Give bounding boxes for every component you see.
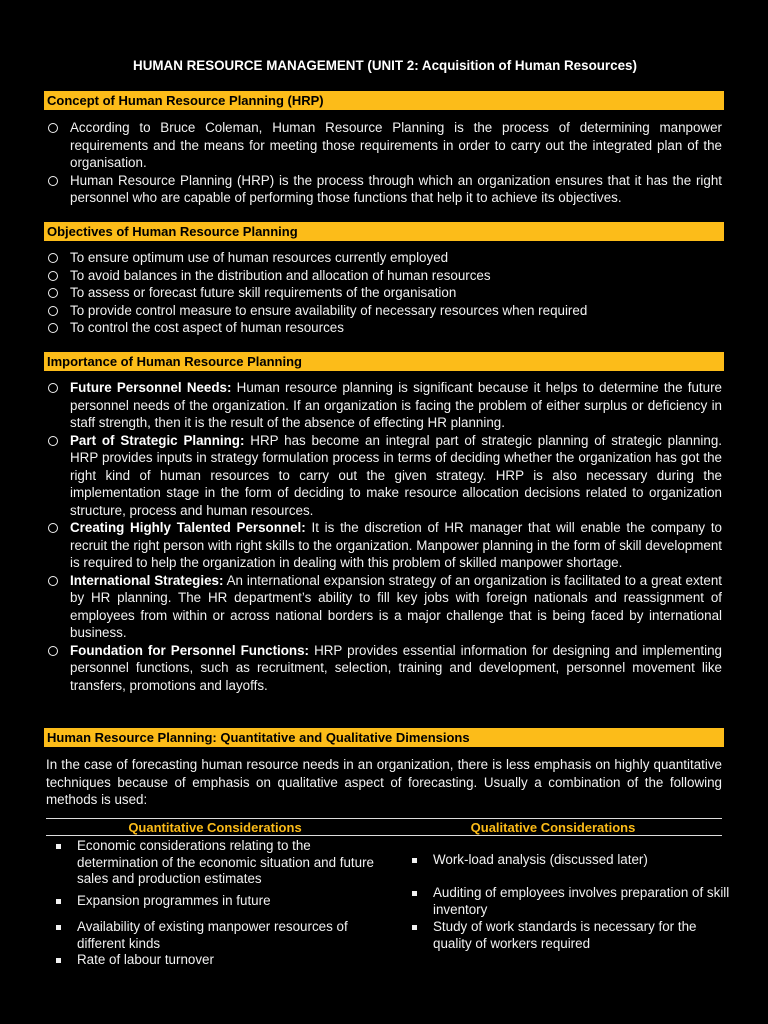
circle-bullet-icon — [48, 646, 58, 656]
dimensions-intro: In the case of forecasting human resource needs in an organization, there is less emphasis on highly quantitative techniques because of emphasis on qualitative aspect of forecasting. Usually a combination of the following methods is used: — [46, 757, 722, 807]
list-item: Human Resource Planning (HRP) is the process through which an organization ensures that it has the right personnel who are capable of performing those functions that help it to achieve its objectives. — [46, 172, 722, 207]
circle-bullet-icon — [48, 306, 58, 316]
list-item: To assess or forecast future skill requirements of the organisation — [46, 284, 722, 302]
list-item: To avoid balances in the distribution and allocation of human resources — [46, 267, 722, 285]
header-quantitative: Quantitative Considerations — [128, 820, 302, 835]
list-item: Future Personnel Needs: Human resource planning is significant because it helps to determine the future personnel needs of the organization. If an organization is facing the problem of either surplus or deficiency in staff strength, then it is the result of the absence of effecting HR planning. — [46, 379, 722, 432]
importance-list — [46, 379, 722, 694]
circle-bullet-icon — [48, 523, 58, 533]
circle-bullet-icon — [48, 271, 58, 281]
circle-bullet-icon — [48, 383, 58, 393]
list-item: According to Bruce Coleman, Human Resource Planning is the process of determining manpower requirements and the means for meeting those requirements in order to carry out the integrated plan of the organisation. — [46, 119, 722, 172]
square-bullet-icon — [56, 844, 61, 849]
list-item: Availability of existing manpower resources of different kinds — [46, 919, 376, 952]
list-item: International Strategies: An international expansion strategy of an organization is facilitated to a great extent by HR planning. The HR department’s ability to fill key jobs with foreign nationals and reassignment of employees from within or across national borders is a major challenge that is being faced by international business. — [46, 572, 722, 642]
list-item: Expansion programmes in future — [46, 893, 376, 910]
circle-bullet-icon — [48, 288, 58, 298]
square-bullet-icon — [56, 899, 61, 904]
header-qualitative: Qualitative Considerations — [470, 820, 636, 835]
list-item: Economic considerations relating to the determination of the economic situation and future sales and production estimates — [46, 838, 376, 888]
circle-bullet-icon — [48, 253, 58, 263]
circle-bullet-icon — [48, 176, 58, 186]
circle-bullet-icon — [48, 323, 58, 333]
section-heading-objectives: Objectives of Human Resource Planning — [44, 222, 724, 241]
considerations-table — [46, 818, 730, 967]
list-item: Work-load analysis (discussed later) — [402, 852, 732, 869]
list-item: Rate of labour turnover — [46, 952, 376, 969]
section-heading-dimensions: Human Resource Planning: Quantitative and Qualitative Dimensions — [44, 728, 724, 747]
list-item: Creating Highly Talented Personnel: It is the discretion of HR manager that will enable the company to recruit the right person with right skills to the organization. Manpower planning in the form of skill development is required to help the organization in dealing with this problem of skilled manpower shortage. — [46, 519, 722, 572]
list-item: Foundation for Personnel Functions: HRP provides essential information for designing and implementing personnel functions, such as recruitment, selection, training and development, personnel movement like transfers, promotions and layoffs. — [46, 642, 722, 695]
table-header — [46, 818, 722, 836]
section-heading-concept: Concept of Human Resource Planning (HRP) — [44, 91, 724, 110]
square-bullet-icon — [56, 925, 61, 930]
circle-bullet-icon — [48, 436, 58, 446]
list-item: To ensure optimum use of human resources currently employed — [46, 249, 722, 267]
list-item: Auditing of employees involves preparation of skill inventory — [402, 885, 732, 918]
objectives-list — [46, 249, 722, 337]
square-bullet-icon — [56, 958, 61, 963]
list-item: To provide control measure to ensure availability of necessary resources when required — [46, 302, 722, 320]
circle-bullet-icon — [48, 123, 58, 133]
list-item: Study of work standards is necessary for the quality of workers required — [402, 919, 732, 952]
concept-list — [46, 119, 722, 207]
square-bullet-icon — [412, 858, 417, 863]
section-heading-importance: Importance of Human Resource Planning — [44, 352, 724, 371]
square-bullet-icon — [412, 891, 417, 896]
list-item: Part of Strategic Planning: HRP has become an integral part of strategic planning of strategic planning. HRP provides inputs in strategy formulation process in terms of deciding whether the organization has got the right kind of human resources to carry out the given strategy. HRP is also necessary during the implementation stage in the form of deciding to make resource allocation decisions related to organization structure, process and human resources. — [46, 432, 722, 520]
square-bullet-icon — [412, 925, 417, 930]
circle-bullet-icon — [48, 576, 58, 586]
list-item: To control the cost aspect of human resources — [46, 319, 722, 337]
page-title: HUMAN RESOURCE MANAGEMENT (UNIT 2: Acquisition of Human Resources) — [133, 58, 637, 73]
